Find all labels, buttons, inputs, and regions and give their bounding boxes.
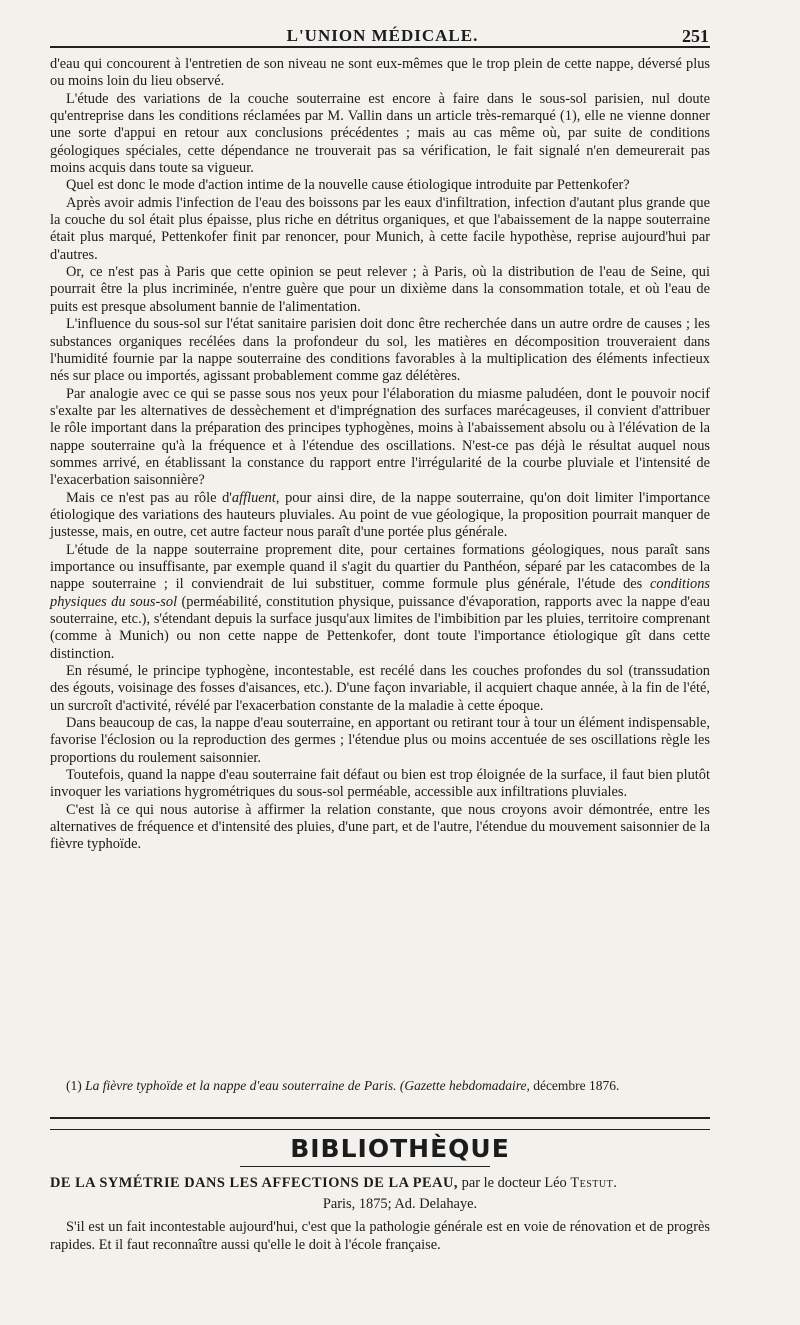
paragraph: Or, ce n'est pas à Paris que cette opinion se peut relever ; à Paris, où la distribution de l'eau de Seine, qui pourrait être la plus incriminée, n'entre guère que pour un dixième dans la consommation totale, et où l'eau de puits est presque absolument bannie de l'alimentation. — [50, 264, 710, 315]
footnote-date: décembre 1876. — [533, 1078, 620, 1093]
footnote-source: (Gazette hebdomadaire, — [399, 1078, 530, 1093]
paragraph: Dans beaucoup de cas, la nappe d'eau souterraine, en apportant ou retirant tour à tour un élément indispensable, favorise l'éclosion ou la reproduction des germes ; l'étendue plus ou moins accentuée de ses oscillations règle les proportions du roulement saisonnier. — [50, 715, 710, 766]
paragraph: Mais ce n'est pas au rôle d'affluent, pour ainsi dire, de la nappe souterraine, qu'on doit limiter l'importance étiologique des variations des hauteurs pluviales. Au point de vue géologique, la proposition pourrait manquer de justesse, mais, en outre, cet autre facteur nous paraît d'une portée plus générale. — [50, 489, 710, 541]
footnote — [50, 1077, 710, 1094]
paragraph: Toutefois, quand la nappe d'eau souterraine fait défaut ou bien est trop éloignée de la surface, il faut bien plutôt invoquer les variations hygrométriques du sous-sol perméable, accessible aux infiltrations pluviales. — [50, 767, 710, 801]
book-imprint: Paris, 1875; Ad. Delahaye. — [322, 1196, 478, 1212]
paragraph: C'est là ce qui nous autorise à affirmer la relation constante, que nous croyons avoir démontrée, entre les alternatives de fréquence et d'intensité des pluies, d'une part, et de l'autre, l'étendue du mouvement saisonnier de la fièvre typhoïde. — [50, 801, 710, 853]
title-rule — [240, 1166, 490, 1167]
paragraph: Par analogie avec ce qui se passe sous nos yeux pour l'élaboration du miasme paludéen, dont le pouvoir nocif s'exalte par les alternatives de dessèchement et d'imprégnation des surfaces marécageuses, il convient d'attribuer le rôle important dans la préparation des principes typhogènes, moins à l'abaissement absolu ou à l'élévation de la nappe souterraine qu'à la fréquence et à l'étendue des oscillations. N'est-ce pas déjà le résultat auquel nous sommes arrivé, en établissant la constance du rapport entre l'irrégularité de la courbe pluviale et l'intensité de l'exacerbation saisonnière? — [50, 385, 710, 489]
book-title: DE LA SYMÉTRIE DANS LES AFFECTIONS DE LA PEAU, — [50, 1175, 459, 1191]
book-entry — [50, 1174, 710, 1192]
paragraph: Après avoir admis l'infection de l'eau des boissons par les eaux d'infiltration, infection d'autant plus grande que la couche du sol était plus épaisse, plus riche en détritus organiques, et que l'abaissement de la nappe souterraine était plus marqué, Pettenkofer finit par renoncer, pour Munich, à cette facile hypothèse, reprise aujourd'hui par d'autres. — [50, 194, 710, 263]
page-number: 251 — [682, 26, 709, 46]
header-rule — [50, 46, 710, 48]
paragraph: L'étude de la nappe souterraine proprement dite, pour certaines formations géologiques, nous paraît sans importance ou insuffisante, par exemple quand il s'agit du quartier du Panthéon, séparé par les catacombes de la nappe souterraine ; il conviendrait de lui substituer, comme formule plus générale, l'étude des conditions physiques du sous-sol (perméabilité, constitution physique, puissance d'évaporation, rapports avec la nappe d'eau souterraine, etc.), s'étendant depuis la surface jusqu'aux limites de l'imbibition par les pluies, territoire comprenant (comme à Munich) ou non cette nappe de Pettenkofer, dont toute l'importance étiologique gît dans cette distinction. — [50, 541, 710, 662]
paragraph: d'eau qui concourent à l'entretien de son niveau ne sont eux-mêmes que le trop plein de cette nappe, déversé plus ou moins loin du lieu observé. — [50, 56, 710, 90]
paragraph: L'influence du sous-sol sur l'état sanitaire parisien doit donc être recherchée dans un autre ordre de causes ; les substances organiques recélées dans la profondeur du sol, les matières en décomposition trouveraient dans l'humidité fournie par la nappe souterraine des conditions favorables à la multiplication des éléments infectieux nés sur place ou importés, agissant probablement comme gaz délétères. — [50, 316, 710, 385]
section-divider — [50, 1117, 710, 1130]
review-paragraph: S'il est un fait incontestable aujourd'hui, c'est que la pathologie générale est en voie de rénovation et de progrès rapides. Et il faut reconnaître aussi qu'elle le doit à l'école française. — [50, 1219, 710, 1253]
footnote-marker: (1) — [66, 1078, 82, 1093]
paragraph: Quel est donc le mode d'action intime de la nouvelle cause étiologique introduite par Pettenkofer? — [66, 177, 630, 194]
running-title: L'UNION MÉDICALE. — [286, 26, 479, 45]
paragraph: L'étude des variations de la couche souterraine est encore à faire dans le sous-sol parisien, nul doute qu'entreprise dans les conditions réclamées par M. Vallin dans un article très-remarqué (1), elle ne vienne donner une sorte d'appui en retour aux conclusions précédentes ; mais au cas même où, par suite de conditions géologiques spéciales, cette dépendance ne trouverait pas sa vérification, le fait signalé n'en demeurerait pas moins acquis dans toute sa vigueur. — [50, 90, 710, 177]
footnote-title: La fièvre typhoïde et la nappe d'eau souterraine de Paris. — [85, 1078, 397, 1093]
paragraph: En résumé, le principe typhogène, incontestable, est recélé dans les couches profondes du sol (transsudation des égouts, voisinage des fosses d'aisances, etc.). D'une façon invariable, il acquiert chaque année, à la fin de l'été, un surcroît d'activité, révélé par l'exacerbation constante de la maladie à cette époque. — [50, 663, 710, 714]
book-by: par le docteur Léo — [461, 1175, 567, 1191]
section-title: BIBLIOTHÈQUE — [290, 1134, 510, 1163]
book-author: Testut. — [570, 1175, 618, 1191]
article-body — [50, 56, 710, 854]
